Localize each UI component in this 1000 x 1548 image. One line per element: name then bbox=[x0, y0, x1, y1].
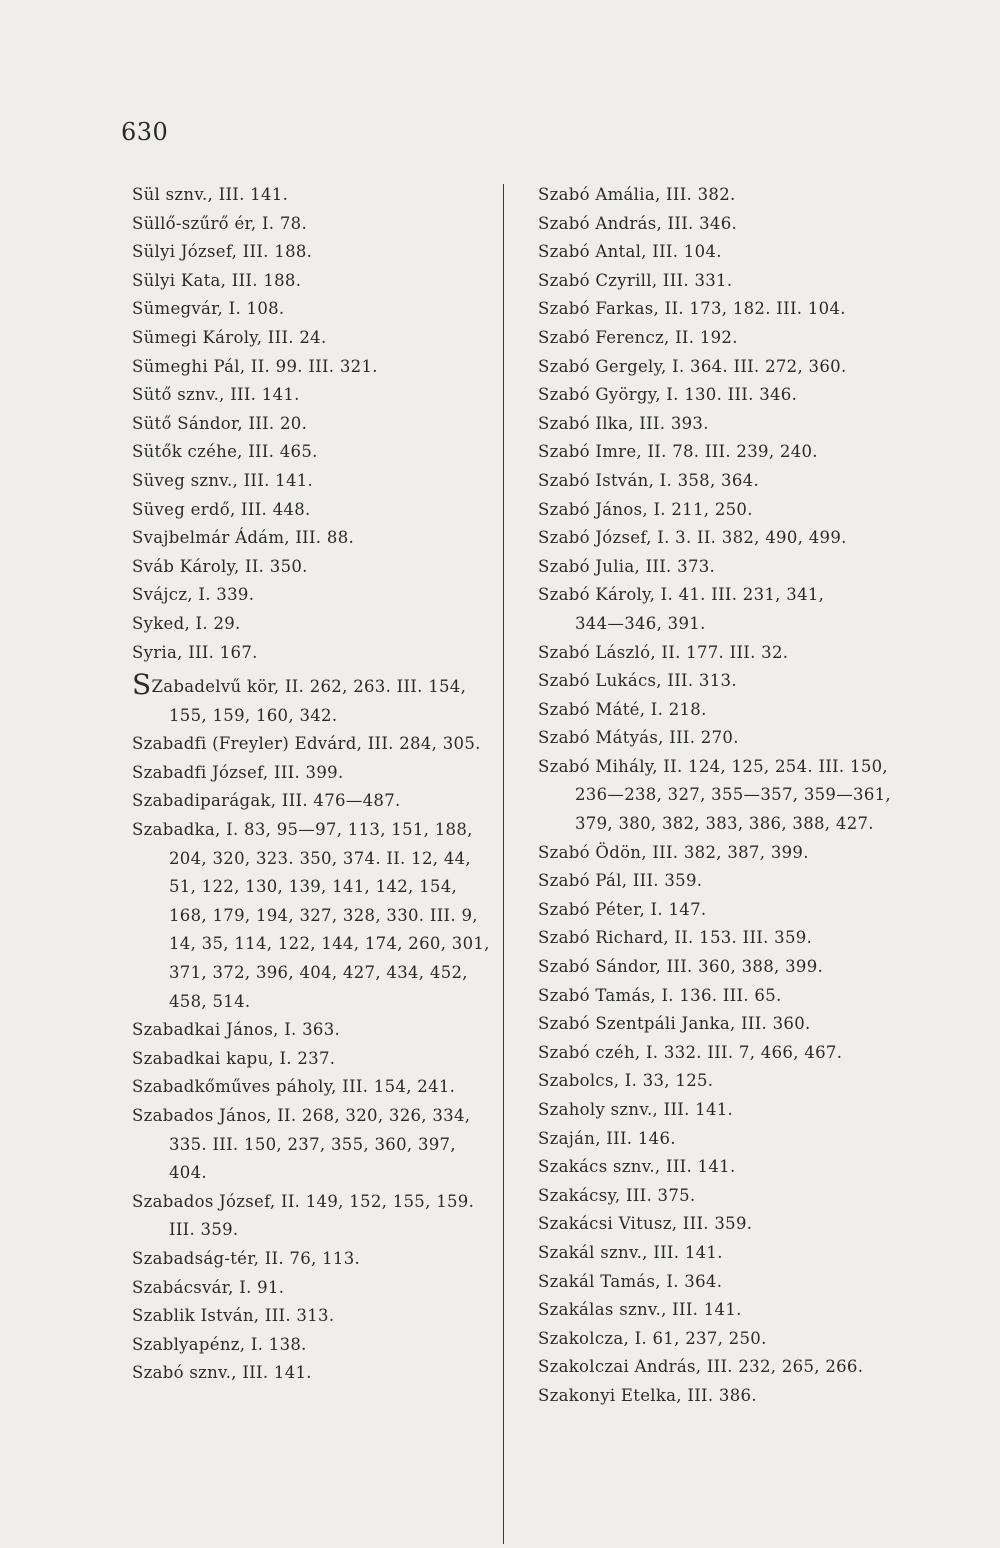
column-divider bbox=[503, 184, 504, 1544]
index-entry bbox=[538, 1125, 893, 1154]
index-entry bbox=[538, 324, 893, 353]
entry-line: Sütő sznv., III. 141. bbox=[132, 385, 300, 405]
index-entry bbox=[538, 867, 893, 896]
index-entry bbox=[538, 524, 893, 553]
entry-line: Szabó Amália, III. 382. bbox=[538, 185, 736, 204]
entry-line: Szakálas sznv., III. 141. bbox=[538, 1300, 742, 1320]
index-entry bbox=[538, 438, 893, 467]
index-entry bbox=[132, 438, 487, 467]
entry-line: Szabadkőműves páholy, III. 154, 241. bbox=[132, 1077, 456, 1097]
entry-line: Szabadkai János, I. 363. bbox=[132, 1020, 341, 1040]
index-entry bbox=[538, 381, 893, 410]
entry-line: Szabó Ferencz, II. 192. bbox=[538, 327, 738, 347]
index-entry bbox=[132, 816, 490, 1016]
index-entry bbox=[538, 839, 893, 868]
index-entry bbox=[132, 759, 487, 788]
index-entry bbox=[538, 181, 893, 210]
entry-line: Szabó Mátyás, III. 270. bbox=[538, 728, 739, 748]
entry-line: Szabó Farkas, II. 173, 182. III. 104. bbox=[538, 299, 846, 319]
entry-line: Sümegvár, I. 108. bbox=[132, 299, 285, 319]
entry-line: Syked, I. 29. bbox=[132, 613, 241, 633]
entry-line: Szakál sznv., III. 141. bbox=[538, 1242, 723, 1262]
index-entry bbox=[538, 1382, 893, 1411]
entry-line: Szakácsi Vitusz, III. 359. bbox=[538, 1214, 753, 1234]
entry-continuation: 379, 380, 382, 383, 386, 388, 427. bbox=[575, 814, 874, 834]
index-entry bbox=[538, 581, 893, 638]
index-entry bbox=[538, 1268, 893, 1297]
index-column-left bbox=[132, 181, 490, 1388]
entry-line: Szabadkai kapu, I. 237. bbox=[132, 1048, 336, 1068]
entry-line: Szabadiparágak, III. 476—487. bbox=[132, 791, 401, 811]
entry-line: Sütők czéhe, III. 465. bbox=[132, 442, 318, 462]
entry-line: Szabó sznv., III. 141. bbox=[132, 1363, 312, 1383]
entry-continuation: 458, 514. bbox=[169, 991, 251, 1011]
entry-line: Szabó Lukács, III. 313. bbox=[538, 671, 737, 691]
index-entry bbox=[538, 1096, 893, 1125]
index-entry bbox=[132, 787, 487, 816]
entry-continuation: III. 359. bbox=[169, 1220, 239, 1240]
index-entry bbox=[538, 1353, 893, 1382]
index-entry bbox=[538, 210, 893, 239]
entry-continuation: 404. bbox=[169, 1163, 207, 1183]
index-entry bbox=[132, 467, 487, 496]
index-entry bbox=[538, 467, 893, 496]
entry-line: Szablik István, III. 313. bbox=[132, 1306, 335, 1326]
entry-line: Sülyi Kata, III. 188. bbox=[132, 270, 302, 290]
index-entry bbox=[132, 730, 487, 759]
entry-line: Szabó Sándor, III. 360, 388, 399. bbox=[538, 957, 824, 977]
entry-line: Sül sznv., III. 141. bbox=[132, 185, 289, 204]
entry-line: Szabó Tamás, I. 136. III. 65. bbox=[538, 985, 782, 1005]
entry-line: Svájcz, I. 339. bbox=[132, 585, 255, 605]
entry-line: SZabadelvű kör, II. 262, 263. III. 154, bbox=[132, 668, 467, 702]
index-entry bbox=[132, 1245, 487, 1274]
entry-line: Szabados János, II. 268, 320, 326, 334, bbox=[132, 1106, 471, 1125]
index-entry bbox=[132, 210, 487, 239]
index-entry bbox=[132, 496, 487, 525]
entry-line: Szabados József, II. 149, 152, 155, 159. bbox=[132, 1191, 475, 1211]
entry-line: Szabó Károly, I. 41. III. 231, 341, bbox=[538, 585, 825, 605]
section-initial: S bbox=[132, 668, 152, 702]
index-entry bbox=[538, 267, 893, 296]
entry-continuation: 236—238, 327, 355—357, 359—361, bbox=[575, 785, 891, 805]
entry-line: Szabó Ödön, III. 382, 387, 399. bbox=[538, 842, 809, 862]
index-entry bbox=[132, 1188, 487, 1245]
index-entry bbox=[132, 1073, 487, 1102]
entry-continuation: 168, 179, 194, 327, 328, 330. III. 9, bbox=[169, 905, 478, 925]
entry-line: Szabó Mihály, II. 124, 125, 254. III. 150, bbox=[538, 756, 888, 776]
entry-continuation: 344—346, 391. bbox=[575, 613, 706, 633]
entry-continuation: 371, 372, 396, 404, 427, 434, 452, bbox=[169, 963, 468, 983]
entry-continuation: 204, 320, 323. 350, 374. II. 12, 44, bbox=[169, 848, 471, 868]
entry-line: Szabó Ilka, III. 393. bbox=[538, 413, 709, 433]
index-entry bbox=[538, 353, 893, 382]
index-entry bbox=[538, 295, 893, 324]
index-entry bbox=[132, 1016, 487, 1045]
entry-line: Szabó István, I. 358, 364. bbox=[538, 470, 759, 490]
entry-line: Szabó Julia, III. 373. bbox=[538, 556, 716, 576]
entry-line: Szabadfi József, III. 399. bbox=[132, 762, 344, 782]
index-entry bbox=[538, 1296, 893, 1325]
index-entry bbox=[132, 553, 487, 582]
entry-line: Szabó Pál, III. 359. bbox=[538, 871, 703, 891]
entry-line: Szakolczai András, III. 232, 265, 266. bbox=[538, 1357, 864, 1377]
index-entry bbox=[132, 639, 487, 668]
entry-continuation: 155, 159, 160, 342. bbox=[169, 705, 338, 725]
index-entry bbox=[538, 639, 893, 668]
index-entry bbox=[132, 410, 487, 439]
index-entry bbox=[132, 353, 487, 382]
entry-line: Sütő Sándor, III. 20. bbox=[132, 413, 308, 433]
index-entry bbox=[538, 924, 893, 953]
entry-line: Szabadfi (Freyler) Edvárd, III. 284, 305. bbox=[132, 734, 481, 754]
index-entry bbox=[538, 553, 893, 582]
index-entry bbox=[132, 238, 487, 267]
index-entry bbox=[538, 1182, 893, 1211]
entry-line: Szakál Tamás, I. 364. bbox=[538, 1271, 723, 1291]
index-entry bbox=[538, 1010, 893, 1039]
entry-line: Szabadka, I. 83, 95—97, 113, 151, 188, bbox=[132, 820, 473, 840]
entry-continuation: 51, 122, 130, 139, 141, 142, 154, bbox=[169, 877, 458, 897]
index-entry bbox=[538, 753, 893, 839]
index-entry bbox=[132, 181, 487, 210]
page-number: 630 bbox=[121, 118, 169, 146]
entry-line: Szaholy sznv., III. 141. bbox=[538, 1100, 734, 1119]
index-entry bbox=[132, 324, 487, 353]
entry-line: Szakolcza, I. 61, 237, 250. bbox=[538, 1328, 767, 1348]
index-entry bbox=[132, 1102, 487, 1188]
index-entry bbox=[132, 1359, 487, 1388]
entry-line: Sümeghi Pál, II. 99. III. 321. bbox=[132, 356, 378, 376]
entry-continuation: 14, 35, 114, 122, 144, 174, 260, 301, bbox=[169, 934, 490, 954]
index-entry bbox=[132, 267, 487, 296]
entry-line: Sváb Károly, II. 350. bbox=[132, 556, 308, 576]
index-entry bbox=[538, 496, 893, 525]
index-entry bbox=[538, 238, 893, 267]
index-entry bbox=[538, 1325, 893, 1354]
entry-line: Szabó György, I. 130. III. 346. bbox=[538, 385, 798, 405]
index-column-right bbox=[538, 181, 893, 1411]
entry-line: Szabó Richard, II. 153. III. 359. bbox=[538, 928, 813, 948]
index-entry bbox=[538, 1039, 893, 1068]
entry-line: Süveg sznv., III. 141. bbox=[132, 470, 314, 490]
entry-line: Szabó János, I. 211, 250. bbox=[538, 499, 753, 519]
entry-line: Szakonyi Etelka, III. 386. bbox=[538, 1385, 757, 1405]
index-entry bbox=[538, 696, 893, 725]
index-entry bbox=[132, 381, 487, 410]
entry-line: Syria, III. 167. bbox=[132, 642, 258, 662]
index-entry bbox=[132, 581, 487, 610]
entry-line: Szablyapénz, I. 138. bbox=[132, 1334, 307, 1354]
index-entry bbox=[132, 1331, 487, 1360]
entry-line: Szabó Imre, II. 78. III. 239, 240. bbox=[538, 442, 818, 462]
entry-line: Szabolcs, I. 33, 125. bbox=[538, 1071, 714, 1091]
entry-continuation: 335. III. 150, 237, 355, 360, 397, bbox=[169, 1134, 456, 1154]
entry-line: Süveg erdő, III. 448. bbox=[132, 499, 311, 519]
entry-line: Szabó Péter, I. 147. bbox=[538, 899, 707, 919]
index-entry bbox=[538, 667, 893, 696]
entry-line: Szakács sznv., III. 141. bbox=[538, 1157, 736, 1177]
entry-line: Svajbelmár Ádám, III. 88. bbox=[132, 528, 355, 548]
index-entry bbox=[538, 1210, 893, 1239]
index-entry bbox=[132, 610, 487, 639]
entry-line: Szabó Gergely, I. 364. III. 272, 360. bbox=[538, 356, 847, 376]
entry-line: Szaján, III. 146. bbox=[538, 1128, 676, 1148]
index-entry bbox=[132, 1274, 487, 1303]
index-entry bbox=[538, 410, 893, 439]
index-entry bbox=[538, 1239, 893, 1268]
entry-line: Szabó Szentpáli Janka, III. 360. bbox=[538, 1014, 811, 1034]
index-entry bbox=[538, 1153, 893, 1182]
entry-line: Szakácsy, III. 375. bbox=[538, 1185, 696, 1205]
index-entry bbox=[538, 953, 893, 982]
index-entry bbox=[538, 896, 893, 925]
entry-line: Szabó Máté, I. 218. bbox=[538, 699, 707, 719]
entry-line: Sülyi József, III. 188. bbox=[132, 242, 313, 262]
entry-line: Sümegi Károly, III. 24. bbox=[132, 327, 327, 347]
index-entry bbox=[538, 982, 893, 1011]
entry-line: Szabó András, III. 346. bbox=[538, 213, 738, 233]
index-entry bbox=[538, 1067, 893, 1096]
index-entry bbox=[132, 1045, 487, 1074]
index-entry bbox=[132, 668, 487, 730]
index-entry bbox=[132, 295, 487, 324]
entry-line: Szabó László, II. 177. III. 32. bbox=[538, 642, 789, 662]
index-entry bbox=[132, 524, 487, 553]
entry-line: Szabó Antal, III. 104. bbox=[538, 242, 722, 262]
entry-line: Szabó József, I. 3. II. 382, 490, 499. bbox=[538, 528, 847, 548]
index-entry bbox=[538, 724, 893, 753]
entry-line: Szabó Czyrill, III. 331. bbox=[538, 270, 733, 290]
entry-line: Szabó czéh, I. 332. III. 7, 466, 467. bbox=[538, 1042, 843, 1062]
entry-line: Süllő-szűrő ér, I. 78. bbox=[132, 213, 308, 233]
entry-line: Szabadság-tér, II. 76, 113. bbox=[132, 1248, 361, 1268]
index-entry bbox=[132, 1302, 487, 1331]
entry-line: Szabácsvár, I. 91. bbox=[132, 1277, 285, 1297]
